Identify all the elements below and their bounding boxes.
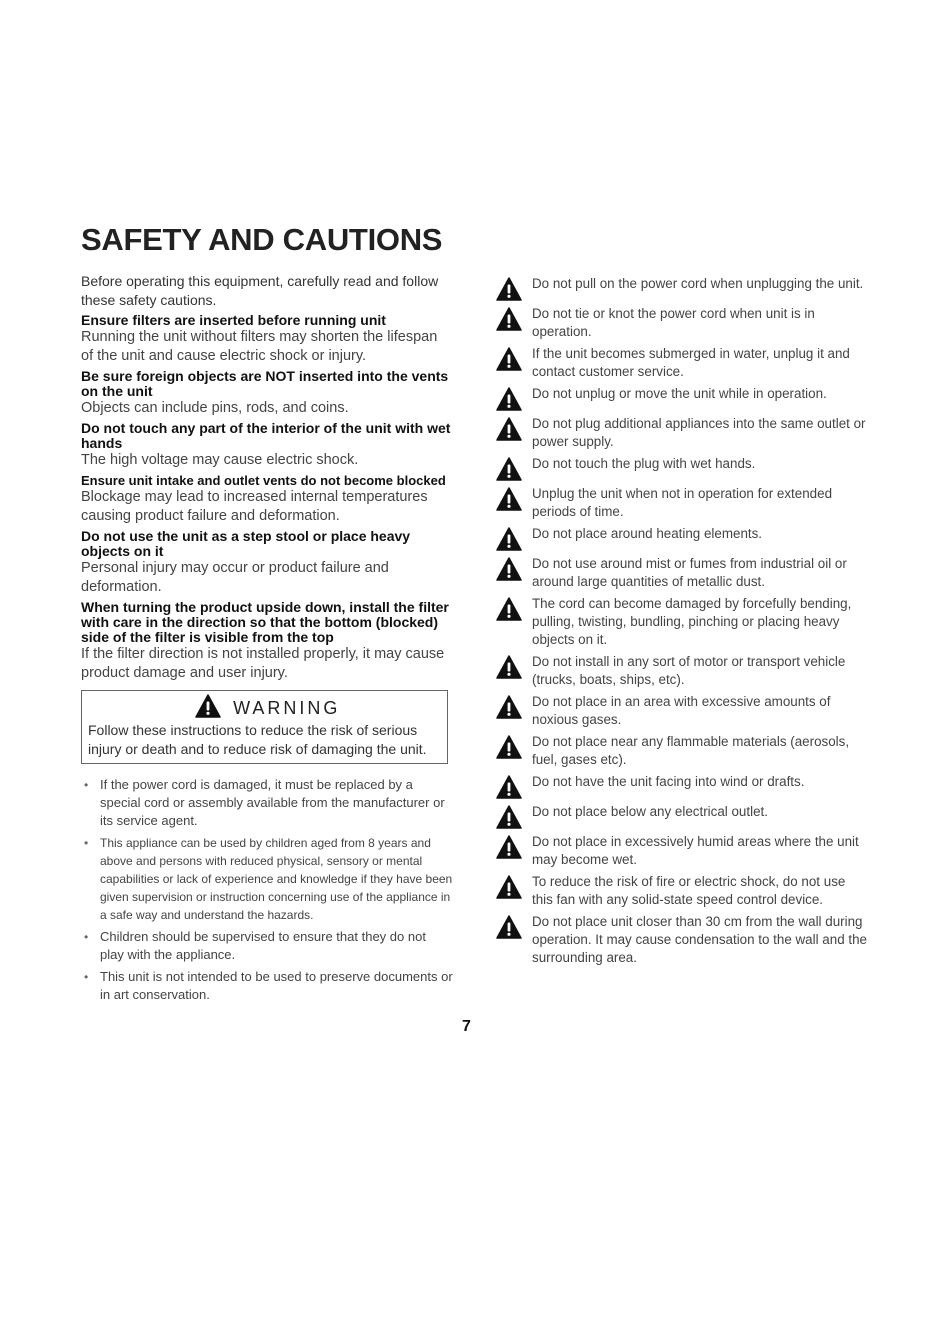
warning-triangle-icon: [195, 694, 221, 718]
warning-item-text: The cord can become damaged by forcefully bending, pulling, twisting, bundling, pinching or placing heavy objects on it.: [532, 596, 852, 647]
section-body: Personal injury may occur or product failure and deformation.: [81, 560, 389, 595]
warning-triangle-icon: [496, 597, 522, 621]
warning-triangle-icon: [496, 417, 522, 441]
warning-item: [496, 345, 868, 381]
warning-item-text: Do not tie or knot the power cord when unit is in operation.: [532, 306, 815, 339]
warning-item: [496, 485, 868, 521]
warning-item: [496, 525, 868, 551]
section-body: Objects can include pins, rods, and coins.: [81, 400, 349, 416]
section-heading: Be sure foreign objects are NOT inserted into the vents on the unit: [81, 368, 449, 399]
bullet-list: [81, 776, 453, 1004]
warning-item: [496, 803, 868, 829]
intro-text: Before operating this equipment, carefully read and follow these safety cautions.: [81, 273, 439, 308]
section-body: If the filter direction is not installed properly, it may cause product damage and user injury.: [81, 646, 445, 681]
warning-box: [81, 690, 448, 764]
section-heading: When turning the product upside down, install the filter with care in the direction so that the bottom (blocked) side of the filter is visible from the top: [81, 599, 449, 645]
warning-triangle-icon: [496, 875, 522, 899]
warning-item-text: Do not unplug or move the unit while in operation.: [532, 386, 827, 401]
section-heading: Ensure filters are inserted before running unit: [81, 312, 386, 328]
warning-triangle-icon: [496, 277, 522, 301]
warning-item: [496, 555, 868, 591]
warning-item-text: Do not install in any sort of motor or transport vehicle (trucks, boats, ships, etc).: [532, 654, 846, 687]
warning-item: [496, 415, 868, 451]
warning-triangle-icon: [496, 655, 522, 679]
warning-triangle-icon: [496, 805, 522, 829]
warning-item: [496, 773, 868, 799]
warning-item: [496, 693, 868, 729]
section-heading: Do not touch any part of the interior of the unit with wet hands: [81, 420, 451, 451]
warning-item-text: Do not place unit closer than 30 cm from the wall during operation. It may cause condensation to the wall and the surrounding area.: [532, 914, 867, 965]
warning-item: [496, 455, 868, 481]
warning-triangle-icon: [496, 915, 522, 939]
warning-text: Follow these instructions to reduce the risk of serious injury or death and to reduce risk of damaging the unit.: [88, 722, 427, 757]
warning-item-text: Do not touch the plug with wet hands.: [532, 456, 756, 471]
section-body: Blockage may lead to increased internal temperatures causing product failure and deformation.: [81, 489, 428, 524]
warning-item: [496, 833, 868, 869]
warning-item-text: Do not place below any electrical outlet.: [532, 804, 768, 819]
list-item: • If the power cord is damaged, it must be replaced by a special cord or assembly available from the manufacturer or its service agent.: [81, 776, 453, 830]
warning-item: [496, 873, 868, 909]
warning-item-text: Do not place in an area with excessive amounts of noxious gases.: [532, 694, 831, 727]
warning-item: [496, 385, 868, 411]
list-item: • Children should be supervised to ensure that they do not play with the appliance.: [81, 928, 453, 964]
list-item: • This unit is not intended to be used to preserve documents or in art conservation.: [81, 968, 453, 1004]
warning-triangle-icon: [496, 307, 522, 331]
warning-item-text: Do not have the unit facing into wind or drafts.: [532, 774, 805, 789]
warning-item: [496, 275, 868, 301]
right-column: [496, 275, 868, 971]
warning-triangle-icon: [496, 387, 522, 411]
warning-item-text: Do not use around mist or fumes from industrial oil or around large quantities of metallic dust.: [532, 556, 847, 589]
section-body: Running the unit without filters may shorten the lifespan of the unit and cause electric shock or injury.: [81, 329, 438, 364]
warning-triangle-icon: [496, 347, 522, 371]
left-column: [81, 272, 453, 1008]
section-body: The high voltage may cause electric shock.: [81, 452, 359, 468]
page-number: 7: [462, 1018, 471, 1035]
warning-triangle-icon: [496, 775, 522, 799]
warning-triangle-icon: [496, 527, 522, 551]
warning-triangle-icon: [496, 735, 522, 759]
warning-header: [88, 695, 447, 721]
warning-item: [496, 653, 868, 689]
warning-item-text: Do not plug additional appliances into the same outlet or power supply.: [532, 416, 866, 449]
section-heading: Do not use the unit as a step stool or place heavy objects on it: [81, 528, 411, 559]
warning-item-text: Do not pull on the power cord when unplugging the unit.: [532, 276, 864, 291]
warning-triangle-icon: [496, 695, 522, 719]
list-item: • This appliance can be used by children aged from 8 years and above and persons with reduced physical, sensory or mental capabilities or lack of experience and knowledge if they have been given supervision or instruction concerning use of the appliance in a safe way and understand the hazards.: [81, 834, 453, 924]
warning-triangle-icon: [496, 457, 522, 481]
section-heading: Ensure unit intake and outlet vents do not become blocked: [81, 473, 446, 488]
warning-triangle-icon: [496, 835, 522, 859]
warning-triangle-icon: [496, 487, 522, 511]
warning-item: [496, 733, 868, 769]
warning-label: WARNING: [233, 698, 341, 718]
page-title: SAFETY AND CAUTIONS: [81, 222, 443, 257]
warning-item-text: Do not place in excessively humid areas where the unit may become wet.: [532, 834, 859, 867]
warning-item-text: If the unit becomes submerged in water, unplug it and contact customer service.: [532, 346, 850, 379]
warning-item: [496, 913, 868, 967]
warning-item: [496, 305, 868, 341]
warning-item-text: Do not place around heating elements.: [532, 526, 763, 541]
warning-item-text: Unplug the unit when not in operation for extended periods of time.: [532, 486, 833, 519]
warning-item: [496, 595, 868, 649]
warning-item-text: Do not place near any flammable materials (aerosols, fuel, gases etc).: [532, 734, 850, 767]
warning-item-text: To reduce the risk of fire or electric shock, do not use this fan with any solid-state speed control device.: [532, 874, 846, 907]
warning-triangle-icon: [496, 557, 522, 581]
